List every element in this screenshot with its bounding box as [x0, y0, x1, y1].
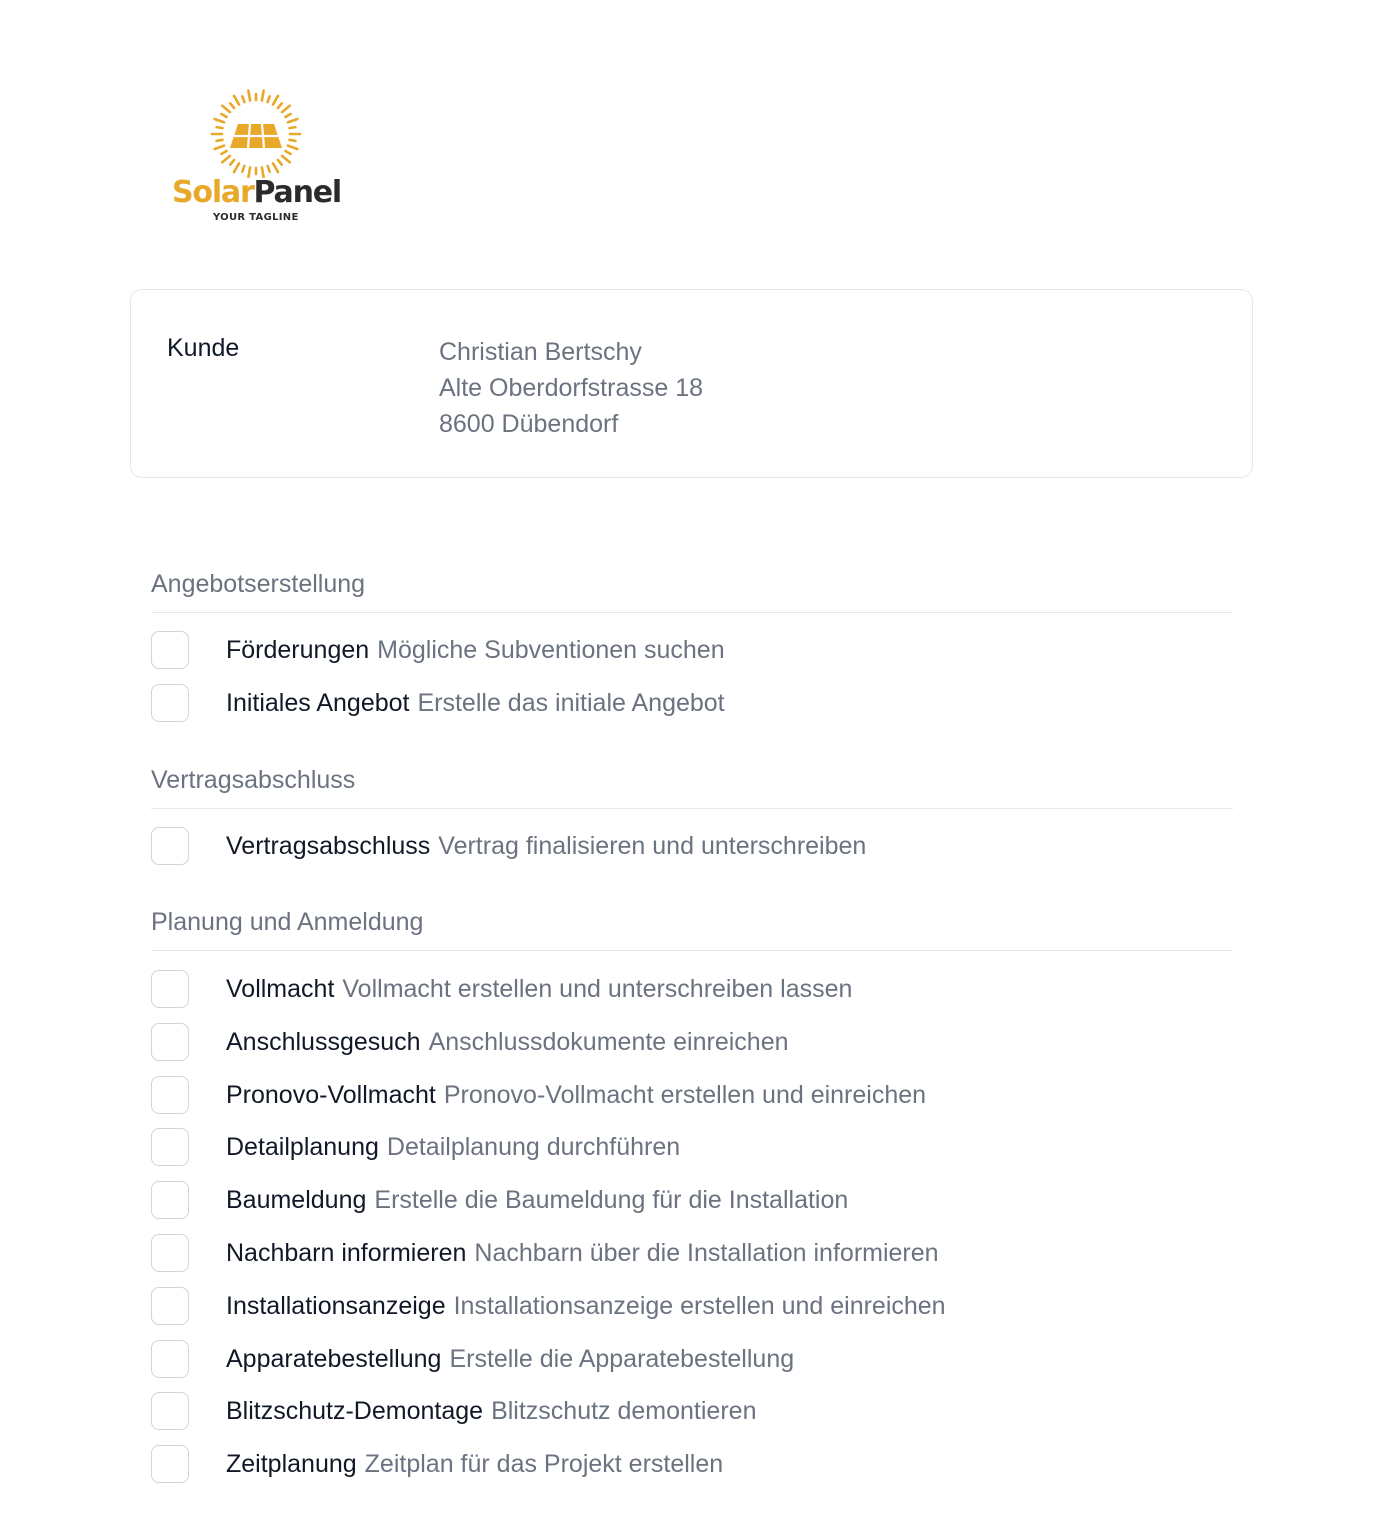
task-nachbarn-informieren [151, 1234, 1233, 1274]
task-checkbox[interactable] [151, 1076, 189, 1114]
task-name: Baumeldung [226, 1186, 367, 1214]
task-name: Pronovo-Vollmacht [226, 1081, 436, 1109]
task-baumeldung [151, 1181, 1233, 1221]
customer-name: Christian Bertschy [439, 338, 642, 366]
task-name: Installationsanzeige [226, 1292, 446, 1320]
task-checkbox[interactable] [151, 1234, 189, 1272]
task-checkbox[interactable] [151, 1181, 189, 1219]
task-checkbox[interactable] [151, 970, 189, 1008]
section-divider [151, 950, 1233, 951]
task-description: Mögliche Subventionen suchen [377, 636, 725, 664]
section-title-planung-und-anmeldung: Planung und Anmeldung [151, 908, 424, 936]
task-name: Detailplanung [226, 1133, 379, 1161]
section-title-vertragsabschluss: Vertragsabschluss [151, 766, 356, 794]
task-checkbox[interactable] [151, 827, 189, 865]
logo-wordmark [172, 176, 342, 210]
customer-label: Kunde [167, 334, 240, 362]
task-checkbox[interactable] [151, 631, 189, 669]
task-checkbox[interactable] [151, 1445, 189, 1483]
task-description: Vollmacht erstellen und unterschreiben lassen [342, 975, 853, 1003]
task-name: Blitzschutz-Demontage [226, 1397, 484, 1425]
task-checkbox[interactable] [151, 1023, 189, 1061]
customer-card [130, 289, 1253, 478]
company-logo [172, 88, 342, 228]
logo-wordmark-part1: Solar [172, 175, 254, 210]
sun-solar-panel-icon [172, 88, 342, 178]
task-checkbox[interactable] [151, 1340, 189, 1378]
task-blitzschutz-demontage [151, 1392, 1233, 1432]
task-name: Nachbarn informieren [226, 1239, 467, 1267]
task-anschlussgesuch [151, 1023, 1233, 1063]
task-vollmacht [151, 970, 1233, 1010]
task-detailplanung [151, 1128, 1233, 1168]
task-name: Förderungen [226, 636, 370, 664]
task-description: Vertrag finalisieren und unterschreiben [438, 832, 867, 860]
task-installationsanzeige [151, 1287, 1233, 1327]
task-name: Anschlussgesuch [226, 1028, 421, 1056]
task-zeitplanung [151, 1445, 1233, 1485]
task-apparatebestellung [151, 1340, 1233, 1380]
task-description: Blitzschutz demontieren [491, 1397, 757, 1425]
task-name: Vertragsabschluss [226, 832, 431, 860]
task-description: Anschlussdokumente einreichen [428, 1028, 789, 1056]
task-initiales-angebot [151, 684, 1233, 724]
task-description: Erstelle die Baumeldung für die Installation [374, 1186, 849, 1214]
section-divider [151, 808, 1233, 809]
customer-street: Alte Oberdorfstrasse 18 [439, 374, 704, 402]
task-description: Erstelle die Apparatebestellung [449, 1345, 795, 1373]
task-description: Installationsanzeige erstellen und einreichen [453, 1292, 946, 1320]
task-description: Pronovo-Vollmacht erstellen und einreichen [443, 1081, 927, 1109]
task-description: Nachbarn über die Installation informieren [474, 1239, 939, 1267]
task-checkbox[interactable] [151, 1287, 189, 1325]
task-checkbox[interactable] [151, 1128, 189, 1166]
task-foerderungen [151, 631, 1233, 671]
task-description: Detailplanung durchführen [386, 1133, 681, 1161]
task-pronovo-vollmacht [151, 1076, 1233, 1116]
logo-wordmark-part2: Panel [253, 175, 341, 210]
section-divider [151, 612, 1233, 613]
task-name: Vollmacht [226, 975, 335, 1003]
task-description: Zeitplan für das Projekt erstellen [364, 1450, 724, 1478]
task-name: Apparatebestellung [226, 1345, 442, 1373]
customer-city: 8600 Dübendorf [439, 410, 619, 438]
logo-tagline: YOUR TAGLINE [213, 212, 299, 223]
task-name: Initiales Angebot [226, 689, 410, 717]
task-vertragsabschluss [151, 827, 1233, 867]
task-name: Zeitplanung [226, 1450, 357, 1478]
customer-address [439, 334, 703, 442]
section-title-angebotserstellung: Angebotserstellung [151, 570, 366, 598]
task-checkbox[interactable] [151, 684, 189, 722]
task-checkbox[interactable] [151, 1392, 189, 1430]
task-description: Erstelle das initiale Angebot [417, 689, 725, 717]
